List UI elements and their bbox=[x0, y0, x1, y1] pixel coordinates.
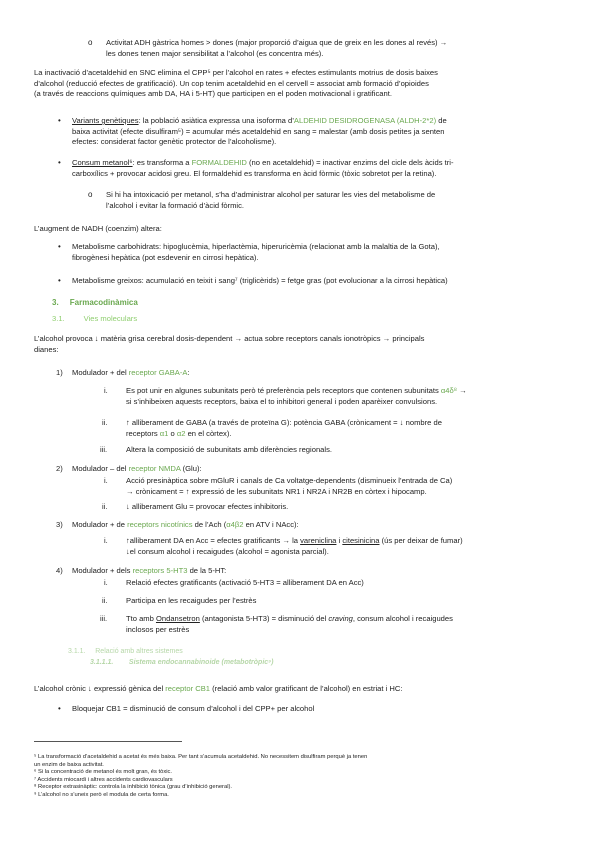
roman-numeral: iii. bbox=[100, 614, 108, 623]
carbohydrate-item: Metabolisme carbohidrats: hipoglucèmia, hiperlactèmia, hiperuricèmia (relacionat amb la malaltia de la Gota), fibrogènesi hepàtica (pot esdevenir en cirrosi hepàtica). bbox=[72, 242, 440, 262]
bullet-icon: • bbox=[58, 276, 61, 285]
serotonin-point-iii: Tto amb Ondansetron (antagonista 5-HT3) = disminució del craving, consum alcohol i recaigudes inclosos per estrès bbox=[126, 614, 453, 634]
methanol-item: Consum metanol⁶: es transforma a FORMALDEHID (no en acetaldehid) = inactivar enzims del cicle dels àcids tri- carboxílics + provocar acidosi greu. El formaldehid es transforma en àcid fòrmic (tòxic sobretot per la retina). bbox=[72, 158, 454, 178]
footnote-7: ⁷ Accidents miocardi i altres accidents cardiovasculars bbox=[34, 776, 173, 783]
nadh-intro: L’augment de NADH (coenzim) altera: bbox=[34, 224, 162, 233]
acetaldehyde-paragraph: La inactivació d’acetaldehid en SNC elimina el CPP⁵ per l’alcohol en rates + efectes estimulants motrius de dosis baixes d’alcohol (reducció efectes de gratificació). Un cop tenim acetaldehid en el cervell = associat amb formació d’opioides (a través de reaccions químiques amb DA, HA i 5-HT) que participen en el poden motivacional i gratificant. bbox=[34, 68, 438, 99]
bullet-icon: • bbox=[58, 242, 61, 251]
nmda-item: Modulador – del receptor NMDA (Glu): bbox=[72, 464, 202, 473]
alcohol-targets-paragraph: L’alcohol provoca ↓ matèria grisa cerebral dosis-dependent → actua sobre receptors canals ionotròpics → principals dianes: bbox=[34, 334, 425, 354]
section-heading-3-1-1: 3.1.1. Relació amb altres sistemes bbox=[68, 648, 183, 655]
footnote-6: ⁶ Si la concentració de metanol és molt gran, és tòxic. bbox=[34, 769, 173, 776]
fat-item: Metabolisme greixos: acumulació en teixit i sang⁷ (triglicèrids) = fetge gras (pot evolucionar a la cirrosi hepàtica) bbox=[72, 276, 448, 285]
serotonin-point-i: Relació efectes gratificants (activació 5-HT3 = alliberament DA en Acc) bbox=[126, 578, 364, 587]
serotonin-point-ii: Participa en les recaigudes per l’estrès bbox=[126, 596, 257, 605]
list-number: 3) bbox=[56, 520, 63, 529]
genetic-variants-item: Variants genètiques: la població asiàtica expressa una isoforma d’ALDEHID DESIDROGENASA (ALDH-2*2) de baixa activitat (efecte disulfiram⁵) = acumular més acetaldehid en sang = malestar (amb dosis petites ja senten efectes: considerat factor genètic protector de l’alcoholisme). bbox=[72, 116, 447, 147]
list-number: 4) bbox=[56, 566, 63, 575]
circle-bullet-icon: o bbox=[88, 190, 93, 199]
circle-bullet-icon: o bbox=[88, 38, 93, 47]
roman-numeral: ii. bbox=[102, 596, 108, 605]
serotonin-item: Modulador + dels receptors 5-HT3 de la 5-HT: bbox=[72, 566, 227, 575]
gaba-a-point-ii: ↑ alliberament de GABA (a través de proteïna G): potència GABA (crònicament = ↓ nombre de receptors α1 o α2 en el còrtex). bbox=[126, 418, 442, 438]
methanol-subitem: Si hi ha intoxicació per metanol, s’ha d’administrar alcohol per saturar les vies del metabolisme de l’alcohol i evitar la formació d’àcid fòrmic. bbox=[106, 190, 436, 210]
nmda-point-i: Acció presinàptica sobre mGluR i canals de Ca voltatge-dependents (disminueix l’entrada de Ca) → crònicament = ↑ expressió de les subunitats NR1 i NR2A i NR2B en còrtex i hipocamp. bbox=[126, 476, 453, 496]
roman-numeral: i. bbox=[104, 476, 108, 485]
footnotes bbox=[34, 754, 560, 800]
nicotinic-point-i: ↑alliberament DA en Acc = efectes gratificants → la vareniclina i citesinicina (ús per deixar de fumar) ↓el consum alcohol i recaigudes (alcohol = agonista parcial). bbox=[126, 536, 463, 556]
roman-numeral: i. bbox=[104, 536, 108, 545]
footnote-separator bbox=[34, 741, 182, 742]
gaba-a-point-i: Es pot unir en algunes subunitats però té preferència pels receptors que contenen subunitats α4δ⁸ → si s’inhibeixen aquests receptors, baixa el to inhibitori general i poden aparèixer convulsions. bbox=[126, 386, 467, 406]
list-number: 2) bbox=[56, 464, 63, 473]
gaba-a-item: Modulador + del receptor GABA-A: bbox=[72, 368, 190, 377]
bullet-icon: • bbox=[58, 704, 61, 713]
roman-numeral: i. bbox=[104, 578, 108, 587]
bullet-icon: • bbox=[58, 116, 61, 125]
nicotinic-item: Modulador + de receptors nicotínics de l’Ach (α4β2 en ATV i NAcc): bbox=[72, 520, 299, 529]
gaba-a-point-iii: Altera la composició de subunitats amb diferències regionals. bbox=[126, 445, 332, 454]
cb1-paragraph: L’alcohol crònic ↓ expressió gènica del receptor CB1 (relació amb valor gratificant de l’alcohol) en estriat i HC: bbox=[34, 684, 403, 693]
section-heading-3: 3. Farmacodinàmica bbox=[52, 298, 138, 307]
list-number: 1) bbox=[56, 368, 63, 377]
footnote-9: ⁹ L’alcohol no s’uneix però el modula de certa forma. bbox=[34, 791, 169, 798]
roman-numeral: ii. bbox=[102, 502, 108, 511]
footnote-8: ⁸ Receptor extrasinàptic: controla la inhibició tònica (grau d’inhibició general). bbox=[34, 784, 233, 791]
cb1-bullet-item: Bloquejar CB1 = disminució de consum d’alcohol i del CPP+ per alcohol bbox=[72, 704, 315, 713]
roman-numeral: ii. bbox=[102, 418, 108, 427]
bullet-icon: • bbox=[58, 158, 61, 167]
adh-gastric-text: Activitat ADH gàstrica homes > dones (major proporció d’aigua que de greix en les dones al revés) → les dones tenen major sensibilitat a l’alcohol (es concentra més). bbox=[106, 38, 448, 58]
roman-numeral: iii. bbox=[100, 445, 108, 454]
section-heading-3-1: 3.1. Vies moleculars bbox=[52, 314, 138, 323]
roman-numeral: i. bbox=[104, 386, 108, 395]
section-heading-3-1-1-1: 3.1.1.1. Sistema endocannabinoide (metabotròpic⁹) bbox=[90, 659, 274, 666]
nmda-point-ii: ↓ alliberament Glu = provocar efectes inhibitoris. bbox=[126, 502, 289, 511]
footnote-5: ⁵ La transformació d’acetaldehid a acetat és més baixa. Per tant s’acumula acetaldehid. No necessitem disulfiram perquè ja tenen un enzim de baixa activitat. bbox=[34, 754, 368, 768]
